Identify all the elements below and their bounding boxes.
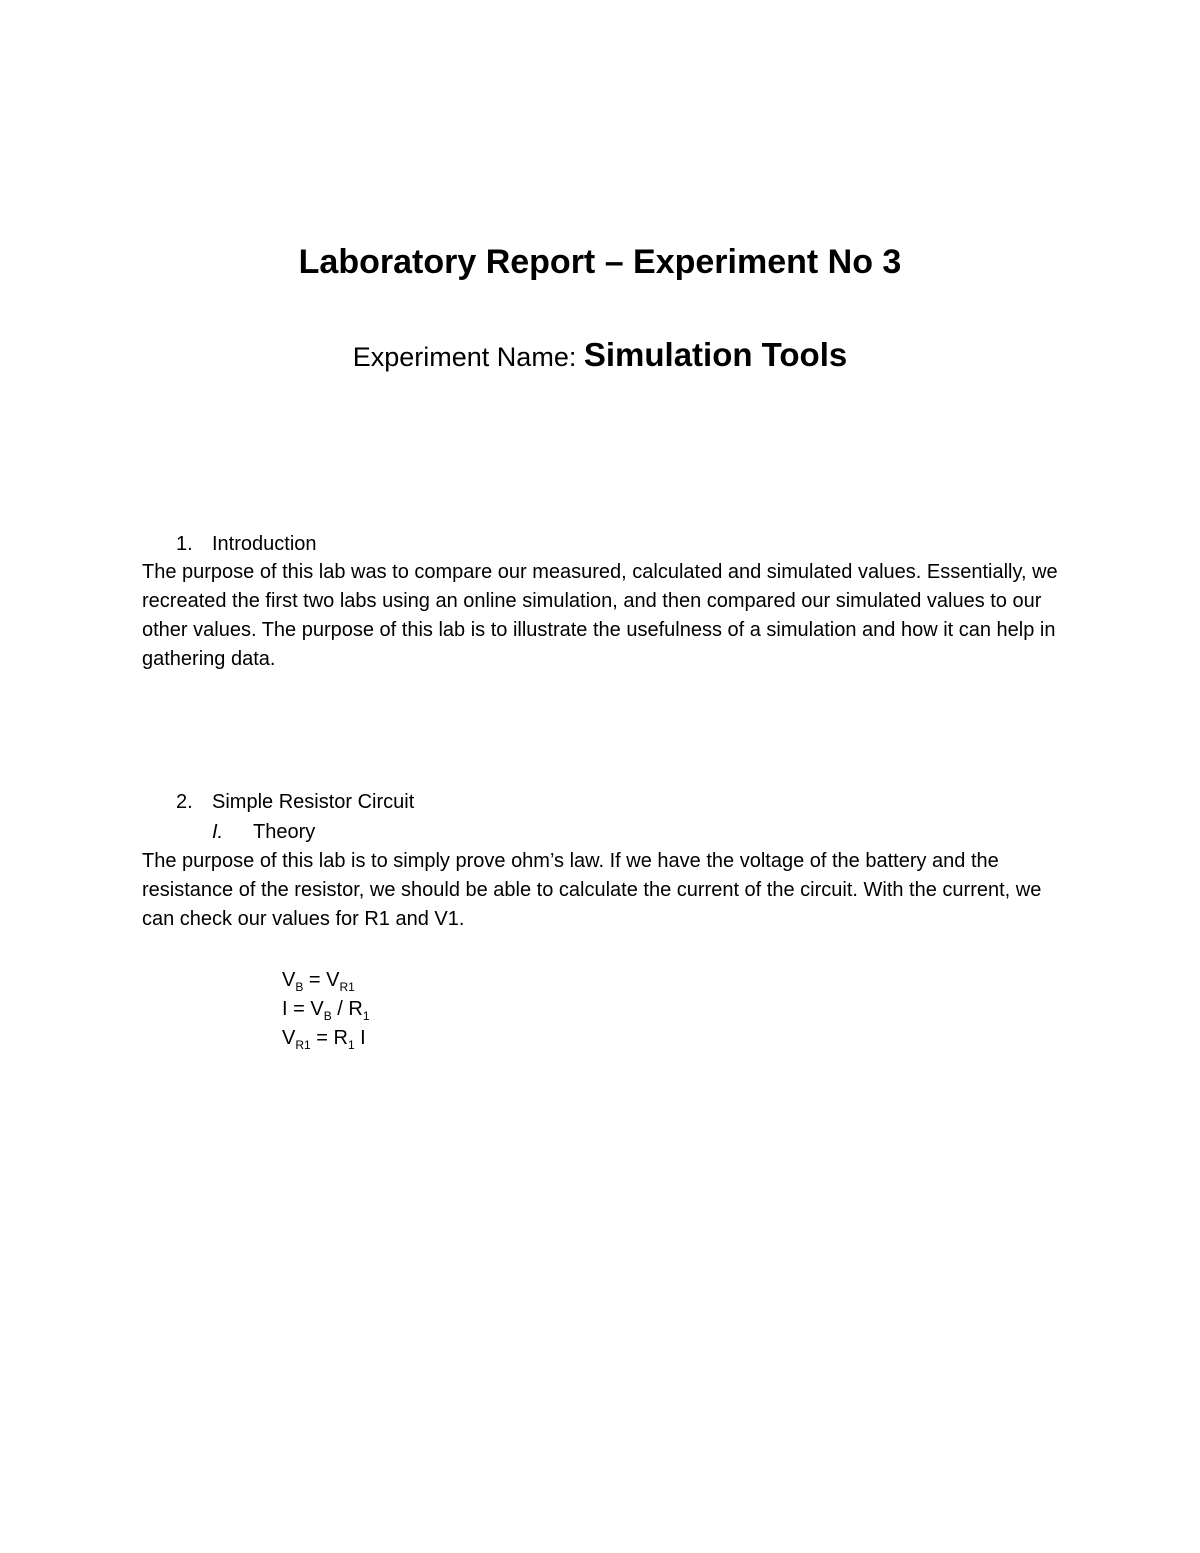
equation-2 (282, 995, 370, 1023)
subsection-theory-heading (212, 818, 315, 846)
eq-operator: / (331, 998, 349, 1020)
theory-paragraph: The purpose of this lab is to simply prove ohm’s law. If we have the voltage of the battery and the resistance of the resistor, we should be able to calculate the current of the circuit. With the current, we can check our values for R1 and V1. (142, 850, 1042, 930)
eq-symbol: V (282, 1027, 296, 1049)
eq-lhs: I = (282, 998, 311, 1020)
eq-symbol: R (348, 998, 363, 1020)
introduction-paragraph: The purpose of this lab was to compare our measured, calculated and simulated values. Essentially, we recreated the first two labs using an online simulation, and then compared our simulated values to our other values. The purpose of this lab is to illustrate the usefulness of a simulation and how it can help in gathering data. (142, 561, 1058, 670)
eq-subscript: 1 (362, 1009, 370, 1023)
eq-symbol: R (333, 1027, 348, 1049)
section-number: 2. (176, 791, 193, 813)
eq-symbol: V (326, 969, 340, 991)
experiment-name-label: Experiment Name: (352, 342, 584, 372)
eq-subscript: B (323, 1009, 332, 1023)
subsection-number: I. (212, 821, 224, 843)
eq-symbol: V (310, 998, 324, 1020)
section-title: Introduction (212, 533, 317, 555)
eq-operator: = (310, 1027, 334, 1049)
section-title: Simple Resistor Circuit (212, 791, 415, 813)
experiment-name-value: Simulation Tools (583, 336, 848, 373)
subsection-title: Theory (253, 821, 316, 843)
equation-1 (282, 966, 355, 994)
section-number: 1. (176, 533, 193, 555)
equation-3 (282, 1024, 366, 1052)
report-title: Laboratory Report – Experiment No 3 (298, 243, 902, 281)
eq-subscript: R1 (339, 980, 355, 994)
experiment-name-line (0, 335, 1200, 377)
section-introduction-heading (176, 530, 317, 558)
eq-operator: = (303, 969, 327, 991)
eq-symbol: V (282, 969, 296, 991)
eq-subscript: 1 (347, 1038, 355, 1052)
section-resistor-circuit-heading (176, 788, 414, 816)
eq-subscript: R1 (295, 1038, 311, 1052)
eq-subscript: B (295, 980, 304, 994)
eq-tail: I (354, 1027, 366, 1049)
